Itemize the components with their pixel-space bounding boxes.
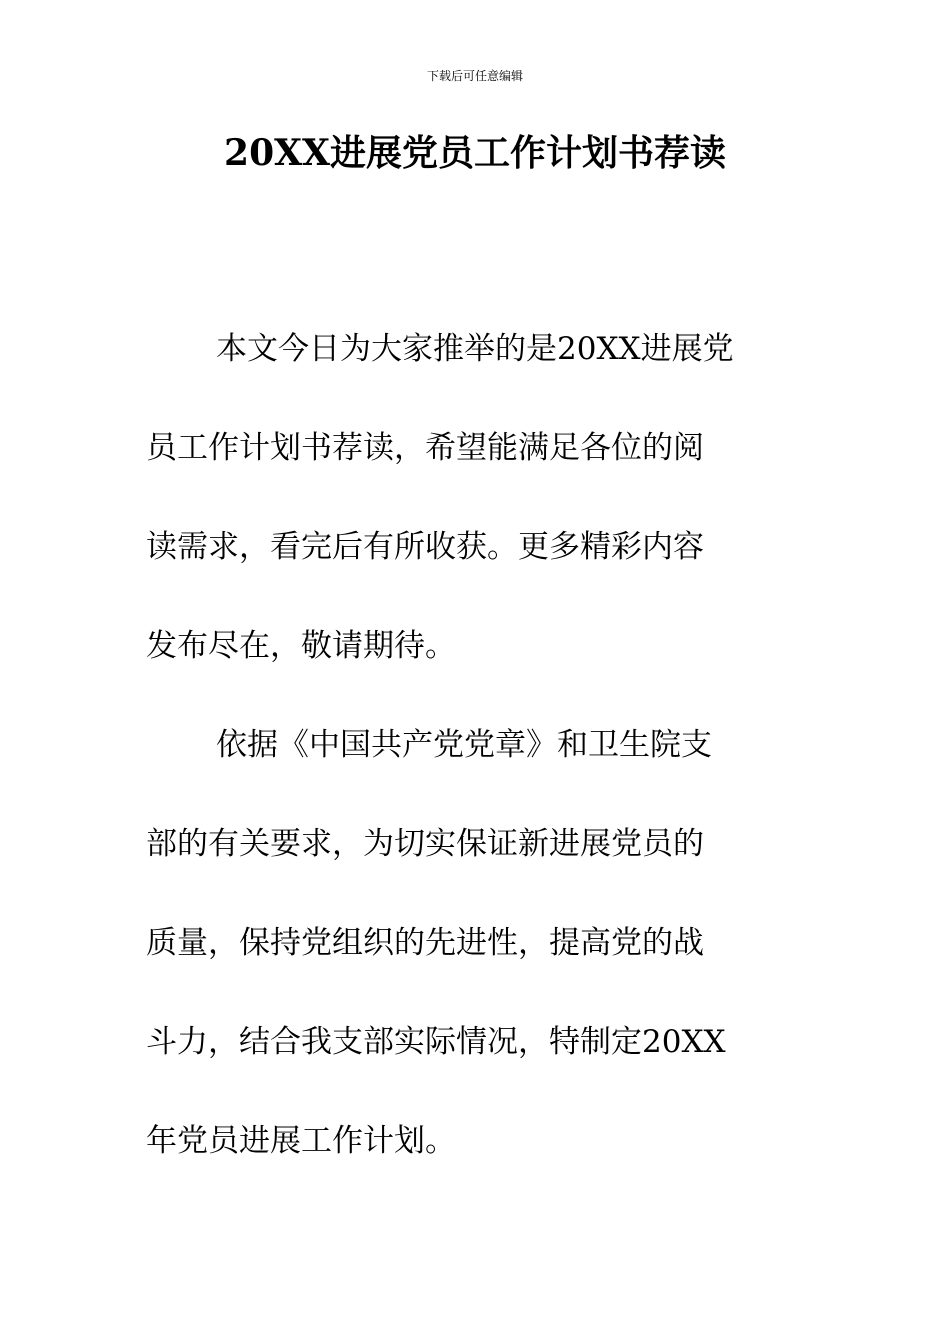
paragraph-line: 部的有关要求，为切实保证新进展党员的 [146,826,704,862]
paragraph-intro [146,300,790,696]
document-title: 20XX进展党员工作计划书荐读 [224,132,726,174]
paragraph-line: 读需求，看完后有所收获。更多精彩内容 [146,529,704,565]
header-note: 下载后可任意编辑 [426,69,523,83]
paragraph-basis [146,696,790,1191]
paragraph-line: 员工作计划书荐读，希望能满足各位的阅 [146,430,704,466]
paragraph-line: 本文今日为大家推举的是20XX进展党 [216,331,734,367]
paragraph-line: 质量，保持党组织的先进性，提高党的战 [146,925,704,961]
paragraph-line: 斗力，结合我支部实际情况，特制定20XX [146,1024,726,1060]
document-body [146,300,790,1191]
paragraph-line: 发布尽在，敬请期待。 [146,628,456,664]
paragraph-line: 依据《中国共产党党章》和卫生院支 [216,727,712,763]
paragraph-line: 年党员进展工作计划。 [146,1123,456,1159]
